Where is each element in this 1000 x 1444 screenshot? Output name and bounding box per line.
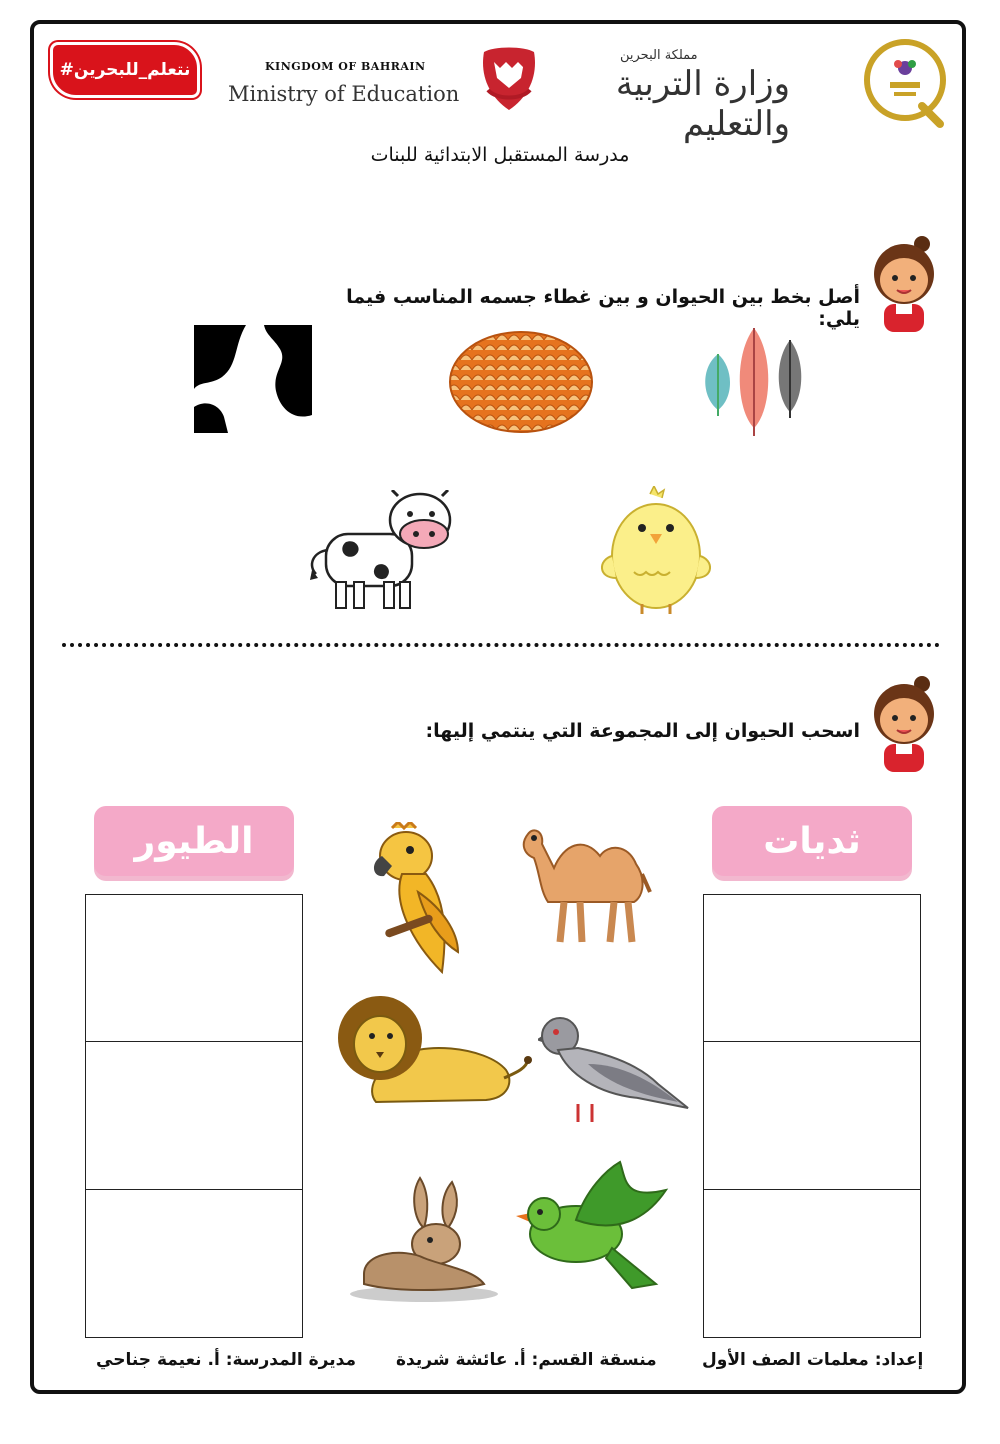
girl-avatar-icon [866,234,944,334]
drop-slot[interactable] [86,1190,302,1337]
instruction-connect: أصل بخط بين الحيوان و بين غطاء جسمه المناسب فيما يلي: [346,286,860,330]
chick-icon[interactable] [594,486,718,616]
ministry-en-label: Ministry of Education [228,82,460,106]
rabbit-icon[interactable] [344,1174,500,1304]
section-divider [62,643,940,647]
mammals-drop-zone[interactable] [703,894,921,1338]
girl-avatar-icon [866,674,944,774]
kingdom-ar-label: مملكة البحرين [620,48,698,63]
drop-slot[interactable] [704,1042,920,1189]
scales-icon[interactable] [448,330,594,434]
feathers-icon[interactable] [698,324,814,440]
drop-slot[interactable] [86,895,302,1042]
footer-principal: مديرة المدرسة: أ. نعيمة جناحي [96,1350,356,1370]
quality-logo-icon [862,36,948,128]
drop-slot[interactable] [86,1042,302,1189]
group-label-mammals: ثديات [712,806,912,876]
hashtag-badge: #نتعلم_للبحرين [50,42,200,98]
green-bird-icon[interactable] [516,1160,674,1294]
birds-drop-zone[interactable] [85,894,303,1338]
group-label-birds: الطيور [94,806,294,876]
school-name: مدرسة المستقبل الابتدائية للبنات [370,144,630,166]
instruction-drag: اسحب الحيوان إلى المجموعة التي ينتمي إليها: [425,720,860,742]
pigeon-icon[interactable] [538,1014,694,1128]
parrot-icon[interactable] [362,822,466,978]
cow-icon[interactable] [306,490,456,616]
drop-slot[interactable] [704,895,920,1042]
lion-icon[interactable] [336,990,532,1114]
footer-coordinator: منسقة القسم: أ. عائشة شريدة [396,1350,657,1370]
drop-slot[interactable] [704,1190,920,1337]
bahrain-emblem-icon [474,44,544,114]
footer-prepared-by: إعداد: معلمات الصف الأول [702,1350,924,1370]
kingdom-en-label: KINGDOM OF BAHRAIN [265,60,426,73]
camel-icon[interactable] [504,814,658,948]
cow-hide-icon[interactable] [194,325,312,433]
ministry-ar-label: وزارة التربية والتعليم [615,64,790,144]
